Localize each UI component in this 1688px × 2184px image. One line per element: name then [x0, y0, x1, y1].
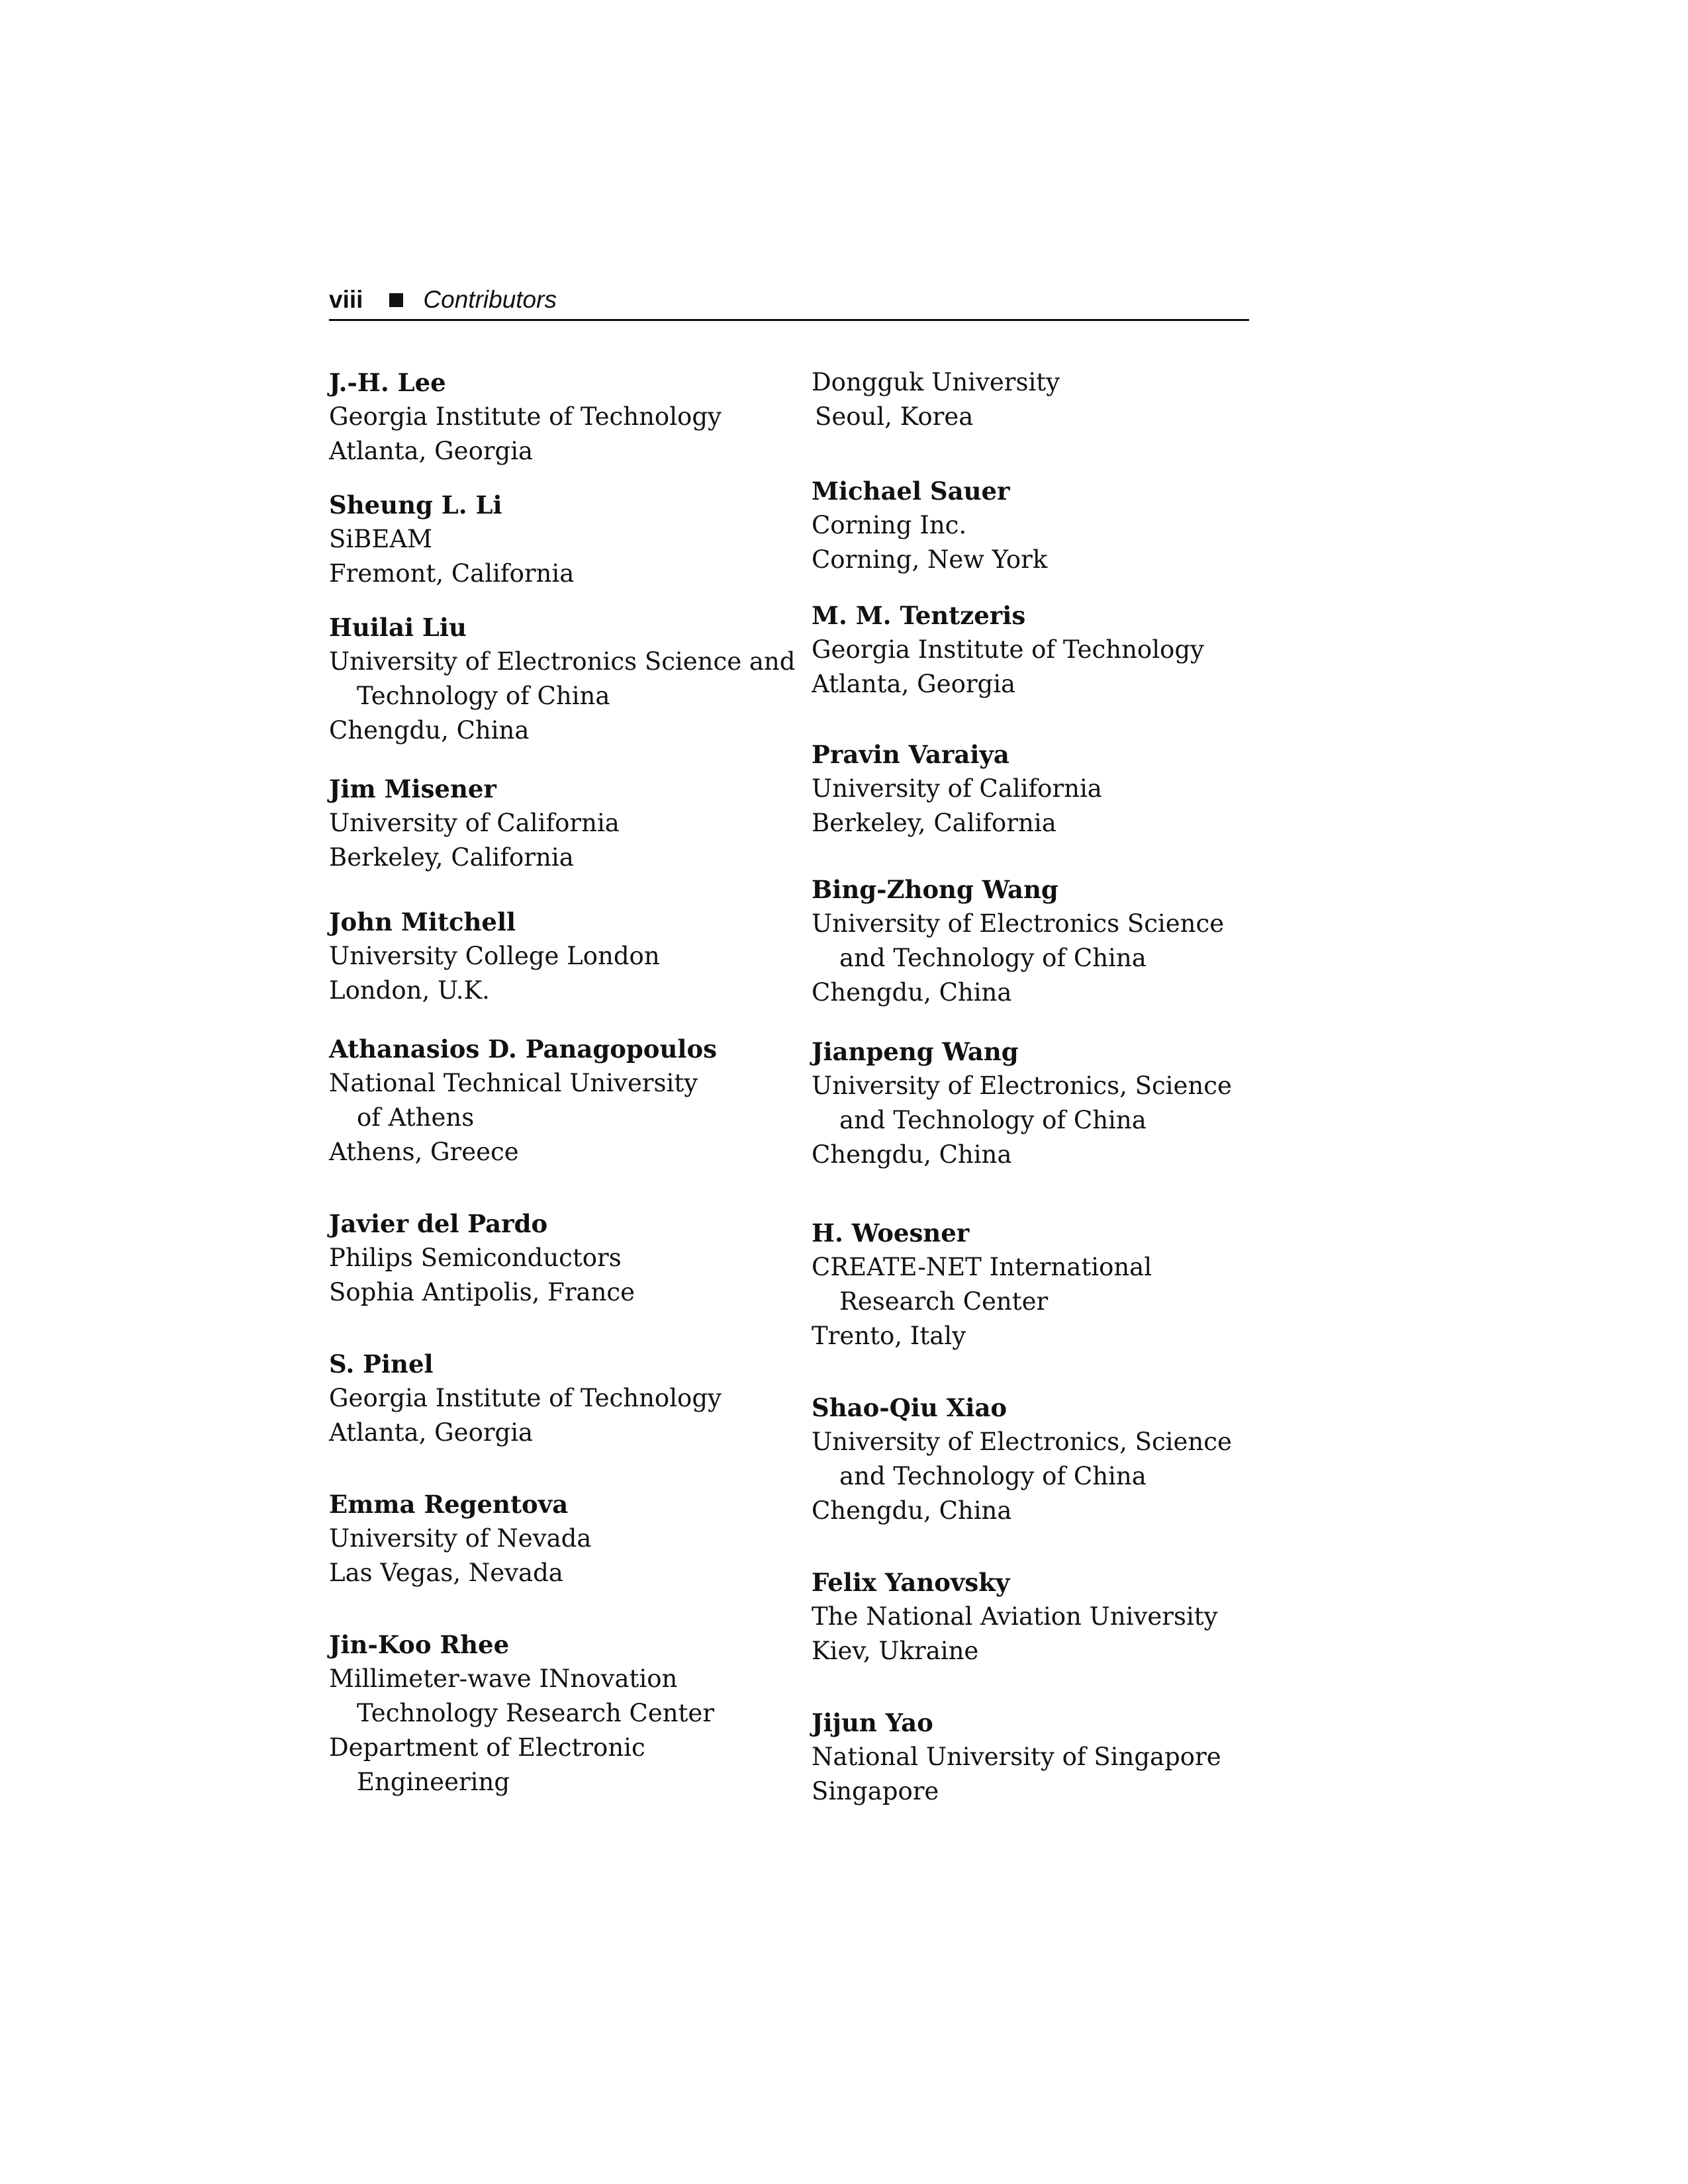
affiliation-line: The National Aviation University	[812, 1602, 1218, 1631]
contributors-right-column	[812, 365, 1288, 1809]
affiliation-line: London, U.K.	[329, 976, 490, 1005]
running-header	[329, 283, 1249, 321]
contributor-name: Bing-Zhong Wang	[812, 875, 1058, 904]
affiliation-line: Chengdu, China	[812, 978, 1012, 1007]
contributor-name: Michael Sauer	[812, 477, 1010, 506]
affiliation-line: Trento, Italy	[812, 1322, 966, 1350]
affiliation-line: Berkeley, California	[329, 843, 574, 872]
affiliation-line: Corning Inc.	[812, 511, 967, 539]
affiliation-line: Georgia Institute of Technology	[329, 402, 722, 431]
affiliation-line: Engineering	[357, 1768, 510, 1796]
affiliation-line: Department of Electronic	[329, 1733, 645, 1762]
affiliation-line: University of California	[812, 774, 1102, 803]
affiliation-line: Atlanta, Georgia	[812, 670, 1016, 698]
affiliation-line: Atlanta, Georgia	[329, 1418, 534, 1447]
contributor-entry	[329, 1206, 806, 1310]
affiliation-line: University of California	[329, 809, 620, 837]
affiliation-line: CREATE-NET International	[812, 1253, 1152, 1281]
affiliation-line: and Technology of China	[839, 1106, 1147, 1134]
affiliation-line: Atlanta, Georgia	[329, 437, 534, 465]
contributor-name: Jim Misener	[329, 774, 496, 803]
affiliation-line: Chengdu, China	[812, 1496, 1012, 1525]
contributor-entry	[329, 1487, 806, 1590]
affiliation-line: Philips Semiconductors	[329, 1244, 622, 1272]
affiliation-line: National University of Singapore	[812, 1743, 1221, 1771]
affiliation-line: Athens, Greece	[329, 1138, 519, 1166]
contributor-entry	[812, 1390, 1288, 1528]
affiliation-line: of Athens	[357, 1103, 475, 1132]
affiliation-line: Millimeter-wave INnovation	[329, 1664, 678, 1693]
affiliation-line: and Technology of China	[839, 1462, 1147, 1490]
contributor-entry	[329, 610, 806, 748]
contributor-name: J.-H. Lee	[329, 368, 446, 397]
contributor-name: Jijun Yao	[812, 1708, 933, 1737]
affiliation-line: University of Electronics, Science	[812, 1428, 1232, 1456]
affiliation-line: Berkeley, California	[812, 809, 1056, 837]
contributor-name: John Mitchell	[329, 907, 516, 936]
affiliation-line: Research Center	[839, 1287, 1049, 1316]
contributor-name: Shao-Qiu Xiao	[812, 1393, 1008, 1422]
contributor-name: Emma Regentova	[329, 1490, 569, 1519]
affiliation-line: University of Electronics Science and	[329, 647, 796, 676]
contributors-left-column	[329, 365, 806, 1799]
contributor-name: Huilai Liu	[329, 613, 467, 642]
contributor-entry	[812, 737, 1288, 841]
affiliation-line: National Technical University	[329, 1069, 698, 1097]
affiliation-line: Chengdu, China	[812, 1140, 1012, 1169]
page-number: viii	[329, 286, 363, 313]
affiliation-line: Kiev, Ukraine	[812, 1637, 979, 1665]
contributor-entry	[329, 488, 806, 591]
contributor-entry	[329, 1347, 806, 1450]
contributor-name: Athanasios D. Panagopoulos	[329, 1034, 717, 1064]
section-title: Contributors	[423, 286, 557, 313]
contributor-name: Jin-Koo Rhee	[329, 1630, 510, 1659]
affiliation-line: Georgia Institute of Technology	[812, 635, 1204, 664]
affiliation-line: Georgia Institute of Technology	[329, 1384, 722, 1412]
contributor-name: H. Woesner	[812, 1218, 970, 1248]
affiliation-line: Singapore	[812, 1777, 939, 1805]
affiliation-line: SiBEAM	[329, 525, 432, 553]
contributor-entry	[329, 1627, 806, 1799]
affiliation-line: University of Nevada	[329, 1524, 592, 1553]
affiliation-line: University College London	[329, 942, 660, 970]
contributor-entry-continued	[812, 365, 1288, 434]
affiliation-line: Las Vegas, Nevada	[329, 1559, 563, 1587]
affiliation-line: Chengdu, China	[329, 716, 530, 745]
contributor-entry	[329, 365, 806, 469]
affiliation-line: Sophia Antipolis, France	[329, 1278, 635, 1306]
contributor-entry	[812, 474, 1288, 577]
affiliation-line: Corning, New York	[812, 545, 1048, 574]
affiliation-line: and Technology of China	[839, 944, 1147, 972]
contributor-entry	[329, 905, 806, 1008]
contributor-name: S. Pinel	[329, 1349, 434, 1379]
affiliation-line: University of Electronics, Science	[812, 1071, 1232, 1100]
square-bullet-icon	[389, 293, 403, 307]
contributor-name: Pravin Varaiya	[812, 740, 1009, 769]
contributor-entry	[812, 1565, 1288, 1668]
contributor-name: M. M. Tentzeris	[812, 601, 1026, 630]
affiliation-line: Seoul, Korea	[815, 402, 974, 431]
contributor-entry	[812, 598, 1288, 702]
affiliation-line: Fremont, California	[329, 559, 575, 588]
affiliation-line: Technology of China	[357, 682, 610, 710]
affiliation-line: University of Electronics Science	[812, 909, 1225, 938]
contributor-name: Sheung L. Li	[329, 490, 502, 520]
contributor-entry	[329, 1032, 806, 1169]
affiliation-line: Dongguk University	[812, 368, 1060, 396]
contributor-name: Javier del Pardo	[329, 1209, 548, 1238]
contributor-name: Jianpeng Wang	[812, 1037, 1019, 1066]
affiliation-line: Technology Research Center	[357, 1699, 715, 1727]
contributor-entry	[812, 1034, 1288, 1172]
contributor-entry	[812, 1216, 1288, 1353]
contributor-entry	[329, 772, 806, 875]
contributor-entry	[812, 1706, 1288, 1809]
contributor-entry	[812, 872, 1288, 1010]
contributor-name: Felix Yanovsky	[812, 1568, 1010, 1597]
